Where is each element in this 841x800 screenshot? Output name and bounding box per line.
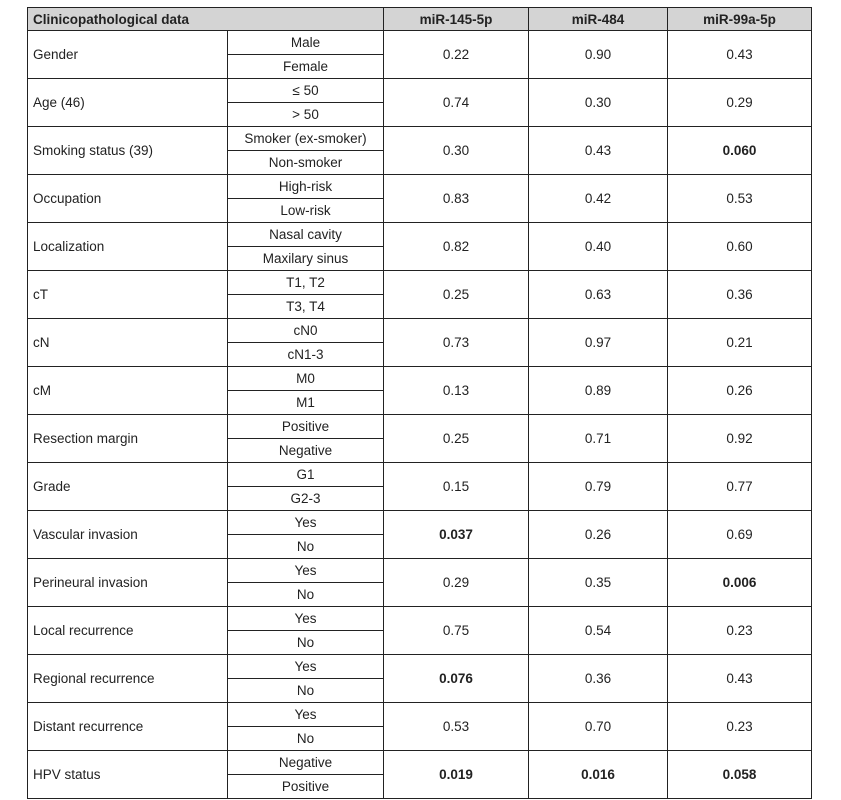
p-value-cell: 0.82: [384, 223, 529, 271]
p-value-cell: 0.060: [668, 127, 812, 175]
table-row: [28, 319, 812, 343]
row-subcategory: M0: [228, 367, 384, 391]
row-subcategory: High-risk: [228, 175, 384, 199]
p-value-cell: 0.25: [384, 271, 529, 319]
p-value-cell: 0.29: [668, 79, 812, 127]
table-row: [28, 655, 812, 679]
row-subcategory: Yes: [228, 511, 384, 535]
header-mir-484: miR-484: [529, 8, 668, 31]
p-value-cell: 0.43: [529, 127, 668, 175]
p-value-cell: 0.36: [529, 655, 668, 703]
row-label: cN: [28, 319, 228, 367]
row-subcategory: Yes: [228, 703, 384, 727]
p-value-cell: 0.25: [384, 415, 529, 463]
p-value-cell: 0.058: [668, 751, 812, 799]
p-value-cell: 0.71: [529, 415, 668, 463]
p-value-cell: 0.21: [668, 319, 812, 367]
p-value-cell: 0.53: [384, 703, 529, 751]
row-subcategory: Positive: [228, 415, 384, 439]
row-label: Occupation: [28, 175, 228, 223]
p-value-cell: 0.54: [529, 607, 668, 655]
row-subcategory: Negative: [228, 439, 384, 463]
table-row: [28, 79, 812, 103]
p-value-cell: 0.43: [668, 31, 812, 79]
table-row: [28, 607, 812, 631]
p-value-cell: 0.79: [529, 463, 668, 511]
p-value-cell: 0.92: [668, 415, 812, 463]
row-subcategory: Maxilary sinus: [228, 247, 384, 271]
p-value-cell: 0.30: [529, 79, 668, 127]
row-subcategory: Low-risk: [228, 199, 384, 223]
row-subcategory: T3, T4: [228, 295, 384, 319]
p-value-cell: 0.89: [529, 367, 668, 415]
row-label: cM: [28, 367, 228, 415]
header-row: [28, 8, 812, 31]
p-value-cell: 0.63: [529, 271, 668, 319]
p-value-cell: 0.43: [668, 655, 812, 703]
p-value-cell: 0.22: [384, 31, 529, 79]
p-value-cell: 0.74: [384, 79, 529, 127]
header-clinicopathological-data: Clinicopathological data: [28, 8, 384, 31]
row-subcategory: Nasal cavity: [228, 223, 384, 247]
p-value-cell: 0.006: [668, 559, 812, 607]
table-row: [28, 223, 812, 247]
header-mir-99a-5p: miR-99a-5p: [668, 8, 812, 31]
p-value-cell: 0.90: [529, 31, 668, 79]
table-row: [28, 559, 812, 583]
row-subcategory: No: [228, 631, 384, 655]
p-value-cell: 0.13: [384, 367, 529, 415]
row-subcategory: cN1-3: [228, 343, 384, 367]
row-label: Age (46): [28, 79, 228, 127]
row-subcategory: Yes: [228, 607, 384, 631]
p-value-cell: 0.23: [668, 607, 812, 655]
row-label: Resection margin: [28, 415, 228, 463]
row-label: Vascular invasion: [28, 511, 228, 559]
p-value-cell: 0.70: [529, 703, 668, 751]
table-row: [28, 511, 812, 535]
row-subcategory: Non-smoker: [228, 151, 384, 175]
p-value-cell: 0.97: [529, 319, 668, 367]
table-row: [28, 367, 812, 391]
p-value-cell: 0.69: [668, 511, 812, 559]
table-row: [28, 31, 812, 55]
p-value-cell: 0.26: [529, 511, 668, 559]
row-subcategory: No: [228, 679, 384, 703]
p-value-cell: 0.42: [529, 175, 668, 223]
p-value-cell: 0.35: [529, 559, 668, 607]
table-container: [27, 7, 812, 799]
row-subcategory: Positive: [228, 775, 384, 799]
row-subcategory: M1: [228, 391, 384, 415]
table-row: [28, 271, 812, 295]
row-subcategory: T1, T2: [228, 271, 384, 295]
p-value-cell: 0.26: [668, 367, 812, 415]
row-label: Perineural invasion: [28, 559, 228, 607]
p-value-cell: 0.40: [529, 223, 668, 271]
p-value-cell: 0.15: [384, 463, 529, 511]
row-label: cT: [28, 271, 228, 319]
table-row: [28, 751, 812, 775]
p-value-cell: 0.23: [668, 703, 812, 751]
p-value-cell: 0.29: [384, 559, 529, 607]
table-row: [28, 463, 812, 487]
p-value-cell: 0.037: [384, 511, 529, 559]
row-subcategory: No: [228, 727, 384, 751]
table-row: [28, 415, 812, 439]
p-value-cell: 0.83: [384, 175, 529, 223]
row-subcategory: G1: [228, 463, 384, 487]
row-label: Localization: [28, 223, 228, 271]
table-row: [28, 703, 812, 727]
row-subcategory: G2-3: [228, 487, 384, 511]
p-value-cell: 0.36: [668, 271, 812, 319]
p-value-cell: 0.75: [384, 607, 529, 655]
row-subcategory: cN0: [228, 319, 384, 343]
table-body: [28, 31, 812, 799]
p-value-cell: 0.60: [668, 223, 812, 271]
p-value-cell: 0.73: [384, 319, 529, 367]
p-value-cell: 0.076: [384, 655, 529, 703]
row-subcategory: Smoker (ex-smoker): [228, 127, 384, 151]
row-subcategory: Yes: [228, 559, 384, 583]
row-subcategory: Negative: [228, 751, 384, 775]
row-subcategory: Yes: [228, 655, 384, 679]
row-label: Local recurrence: [28, 607, 228, 655]
row-subcategory: No: [228, 583, 384, 607]
header-mir-145-5p: miR-145-5p: [384, 8, 529, 31]
row-subcategory: ≤ 50: [228, 79, 384, 103]
row-subcategory: Male: [228, 31, 384, 55]
table-row: [28, 175, 812, 199]
row-label: HPV status: [28, 751, 228, 799]
table-row: [28, 127, 812, 151]
row-label: Distant recurrence: [28, 703, 228, 751]
row-subcategory: Female: [228, 55, 384, 79]
clinicopathological-table: [27, 7, 812, 799]
row-label: Smoking status (39): [28, 127, 228, 175]
p-value-cell: 0.019: [384, 751, 529, 799]
row-subcategory: No: [228, 535, 384, 559]
row-subcategory: > 50: [228, 103, 384, 127]
p-value-cell: 0.30: [384, 127, 529, 175]
p-value-cell: 0.53: [668, 175, 812, 223]
row-label: Regional recurrence: [28, 655, 228, 703]
p-value-cell: 0.77: [668, 463, 812, 511]
p-value-cell: 0.016: [529, 751, 668, 799]
row-label: Gender: [28, 31, 228, 79]
row-label: Grade: [28, 463, 228, 511]
